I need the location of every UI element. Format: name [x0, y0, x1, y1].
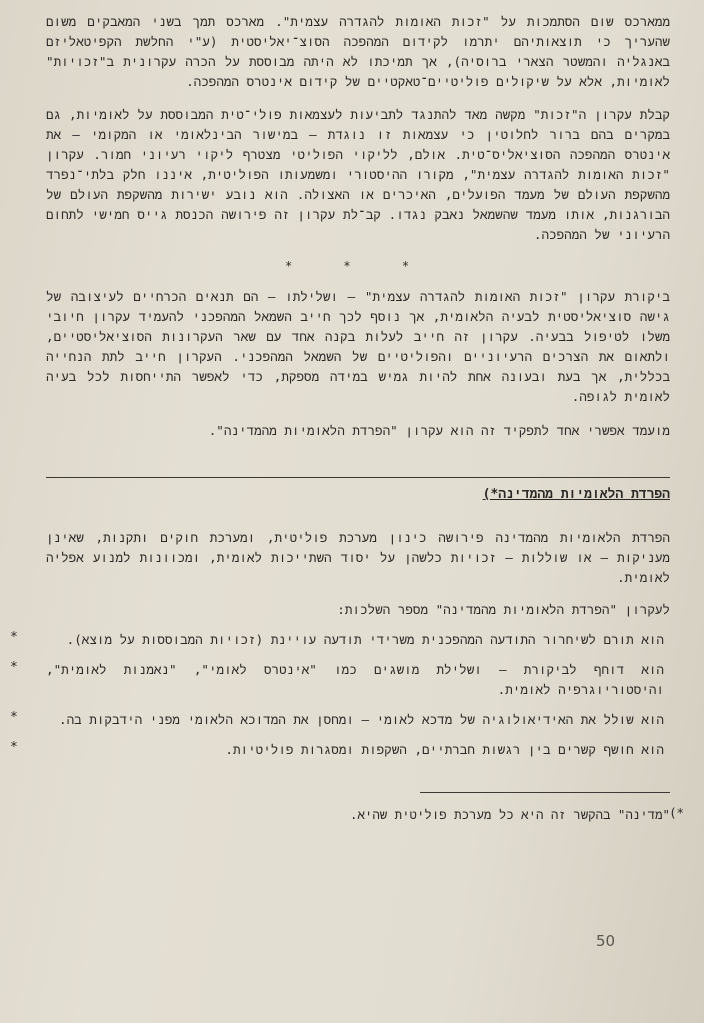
paragraph-separation-definition: הפרדת הלאומיות מהמדינה פירושה כינון מערכת פוליטית, ומערכת חוקים ותקנות, שאינן מעניקות – או שוללות – זכויות כלשהן על יסוד השתייכות לאומית, ומכוונות למנוע אפליה לאומית.	[46, 530, 670, 585]
section-heading: הפרדת הלאומיות מהמדינה*)	[482, 487, 670, 502]
footnote	[46, 805, 684, 825]
section-separator-stars: * * *	[284, 259, 432, 273]
list-item-text: הוא דוחף לביקורת – ושלילת מושגים כמו "אינטרס לאומי", "נאמנות לאומית", והיסטוריוגרפיה לאומית.	[46, 662, 664, 697]
paragraph-candidate: מועמד אפשרי אחד לתפקיד זה הוא עקרון "הפרדת הלאומיות מהמדינה".	[208, 423, 670, 438]
implications-list	[10, 630, 670, 760]
list-item-text: הוא שולל את האידיאולוגיה של מדכא לאומי – ומחסן את המדוכא הלאומי מפני הידבקות בה.	[59, 712, 664, 727]
list-item	[10, 630, 670, 650]
list-item-text: הוא חושף קשרים בין רגשות חברתיים, השקפות ומסגרות פוליטיות.	[225, 742, 664, 757]
bullet-star-icon: *	[10, 740, 18, 755]
footnote-text: "מדינה" בהקשר זה היא כל מערכת פוליטית שהיא.	[350, 807, 670, 822]
bullet-star-icon: *	[10, 660, 18, 675]
bullet-star-icon: *	[10, 710, 18, 725]
footnote-mark: *)	[669, 805, 684, 820]
list-item-text: הוא תורם לשיחרור התודעה המהפכנית משרידי תודעה עויינת (זכויות המבוססות על מוצא).	[66, 632, 664, 647]
paragraph-marx-support: ממארכס שום הסתמכות על "זכות האומות להגדרה עצמית". מארכס תמך בשני המאבקים משום שהעריך כי תוצאותיהם יתרמו לקידום המהפכה הסוצ־יאליסטית (ע"י החלשת הקפיטאליזם באנגליה והמשטר הצארי ברוסיה), אך תמיכתו לא היתה מבוססת על הכרה עקרונית ב"זכויות" לאומיות, אלא על שיקולים פוליטיים־טאקטיים של קידום אינטרס המהפכה.	[46, 14, 670, 89]
footnote-rule	[420, 792, 670, 793]
page-number: 50	[596, 932, 616, 950]
list-item	[10, 710, 670, 730]
section-divider	[46, 477, 670, 478]
list-item	[10, 740, 670, 760]
paragraph-right-principle: קבלת עקרון ה"זכות" מקשה מאד להתנגד לתביעות לעצמאות פולי־טית המבוססת על לאומיות, גם במקרים בהם ברור לחלוטין כי עצמאות זו נוגדת – במישור הבינלאומי או המקומי – את אינטרס המהפכה הסוציאליס־טית. אולם, לליקוי הפוליטי מצטרף ליקוי רעיוני חמור. עקרון "זכות האומות להגדרה עצמית", מקורו ההיסטורי ומשמעותו הפוליטית, איננו חלק בלתי־נפרד מהשקפת העולם של מעמד הפועלים, האיכרים או האצולה. הוא נובע ישירות מהשקפת העולם של הבורגנות, אותו מעמד שהשמאל נאבק נגדו. קב־לת עקרון זה פירושה הכנסת גייס חמישי לתחום הרעיוני של המהפכה.	[46, 107, 670, 242]
list-item	[10, 660, 670, 700]
paragraph-critique: ביקורת עקרון "זכות האומות להגדרה עצמית" – ושלילתו – הם תנאים הכרחיים לעיצובה של גישה סוציאליסטית לבעיה הלאומית, אך נוסף לכך חייב השמאל המהפכני להעמיד עקרון חיובי משלו לטיפול בבעיה. עקרון זה חייב לעלות בקנה אחד עם שאר העקרונות הסוציאליסטיים, ולתאום את הצרכים הרעיוניים והפוליטיים של השמאל המהפכני. העקרון חייב לתת הנחייה בכללית, אך בעת ובעונה אחת להיות גמיש במידה מספקת, כדי לאפשר התייחסות לכל בעיה לאומית לגופה.	[46, 289, 670, 404]
paragraph-implications-intro: לעקרון "הפרדת הלאומיות מהמדינה" מספר השלכות:	[337, 602, 670, 617]
bullet-star-icon: *	[10, 630, 18, 645]
